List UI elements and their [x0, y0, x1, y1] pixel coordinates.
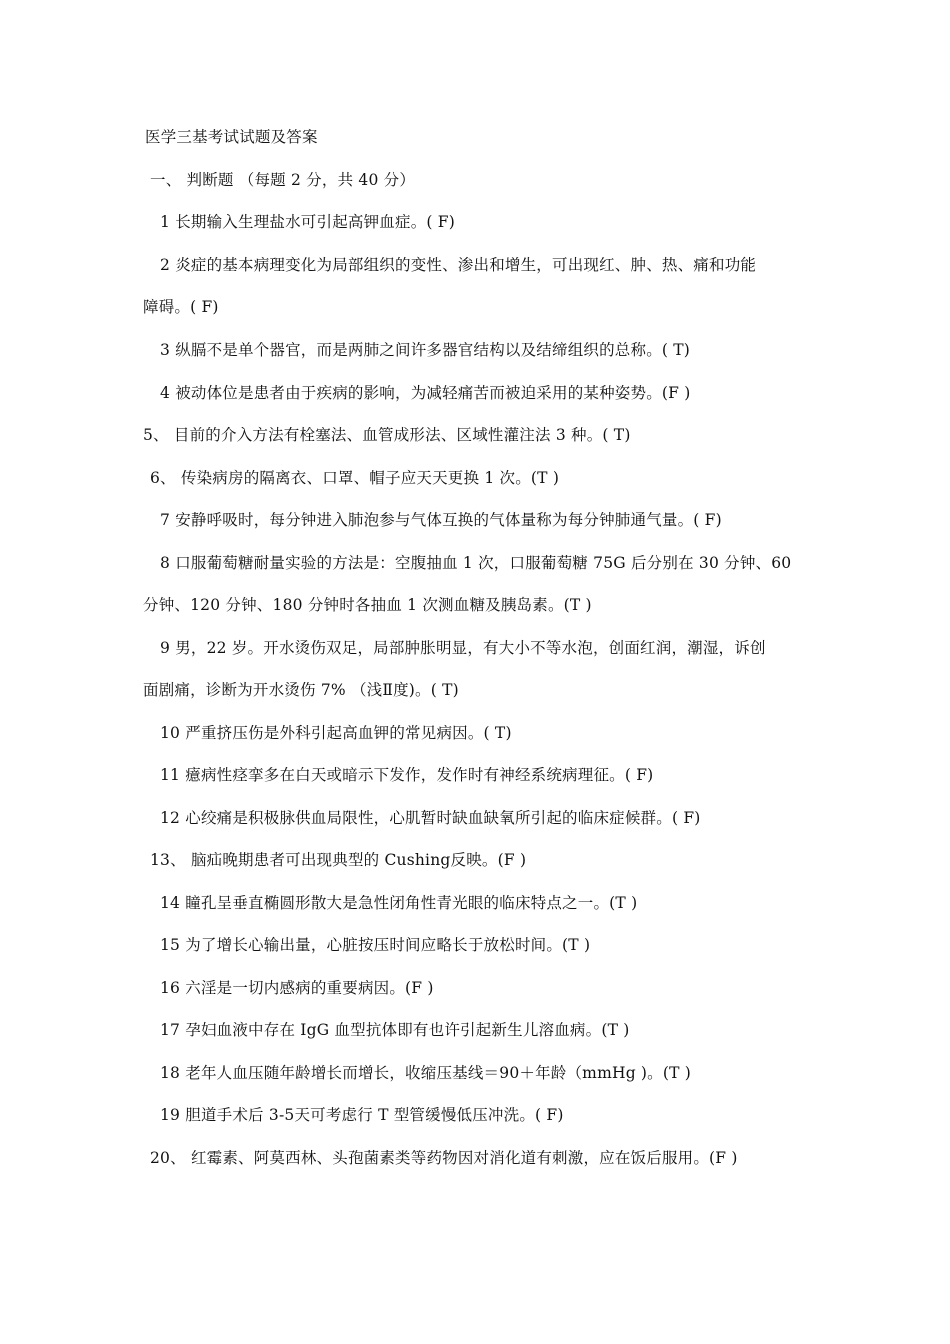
- document-title: 医学三基考试试题及答案: [145, 128, 318, 146]
- section-heading: 一、 判断题 （每题 2 分，共 40 分）: [150, 171, 416, 189]
- question-6: 6、 传染病房的隔离衣、口罩、帽子应天天更换 1 次。(T ): [150, 469, 560, 487]
- question-8-line-2: 分钟、120 分钟、180 分钟时各抽血 1 次测血糖及胰岛素。(T ): [143, 596, 592, 614]
- question-1: 1 长期输入生理盐水可引起高钾血症。( F): [160, 213, 455, 231]
- question-20: 20、 红霉素、阿莫西林、头孢菌素类等药物因对消化道有刺激，应在饭后服用。(F ): [150, 1149, 738, 1167]
- question-15: 15 为了增长心输出量，心脏按压时间应略长于放松时间。(T ): [160, 936, 591, 954]
- question-2-line-1: 2 炎症的基本病理变化为局部组织的变性、渗出和增生，可出现红、肿、热、痛和功能: [160, 256, 757, 274]
- question-7: 7 安静呼吸时，每分钟进入肺泡参与气体互换的气体量称为每分钟肺通气量。( F): [160, 511, 722, 529]
- question-11: 11 癔病性痉挛多在白天或暗示下发作，发作时有神经系统病理征。( F): [160, 766, 654, 784]
- question-4: 4 被动体位是患者由于疾病的影响，为减轻痛苦而被迫采用的某种姿势。(F ): [160, 384, 691, 402]
- question-18: 18 老年人血压随年龄增长而增长，收缩压基线＝90＋年龄（mmHg )。(T ): [160, 1064, 692, 1082]
- question-12: 12 心绞痛是积极脉供血局限性，心肌暂时缺血缺氧所引起的临床症候群。( F): [160, 809, 701, 827]
- question-9-line-1: 9 男，22 岁。开水烫伤双足，局部肿胀明显，有大小不等水泡，创面红润，潮湿，诉创: [160, 639, 766, 657]
- question-19: 19 胆道手术后 3-5天可考虑行 T 型管缓慢低压冲洗。( F): [160, 1106, 564, 1124]
- question-14: 14 瞳孔呈垂直椭圆形散大是急性闭角性青光眼的临床特点之一。(T ): [160, 894, 638, 912]
- question-3: 3 纵膈不是单个器官，而是两肺之间许多器官结构以及结缔组织的总称。( T): [160, 341, 691, 359]
- question-9-line-2: 面剧痛，诊断为开水烫伤 7% （浅Ⅱ度)。( T): [143, 681, 459, 699]
- question-17: 17 孕妇血液中存在 IgG 血型抗体即有也许引起新生儿溶血病。(T ): [160, 1021, 630, 1039]
- question-16: 16 六淫是一切内感病的重要病因。(F ): [160, 979, 434, 997]
- question-5: 5、 目前的介入方法有栓塞法、血管成形法、区域性灌注法 3 种。( T): [143, 426, 631, 444]
- question-13: 13、 脑疝晚期患者可出现典型的 Cushing反映。(F ): [150, 851, 527, 869]
- question-10: 10 严重挤压伤是外科引起高血钾的常见病因。( T): [160, 724, 512, 742]
- question-8-line-1: 8 口服葡萄糖耐量实验的方法是：空腹抽血 1 次，口服葡萄糖 75G 后分别在 30 分钟、60: [160, 554, 792, 572]
- question-2-line-2: 障碍。( F): [143, 298, 219, 316]
